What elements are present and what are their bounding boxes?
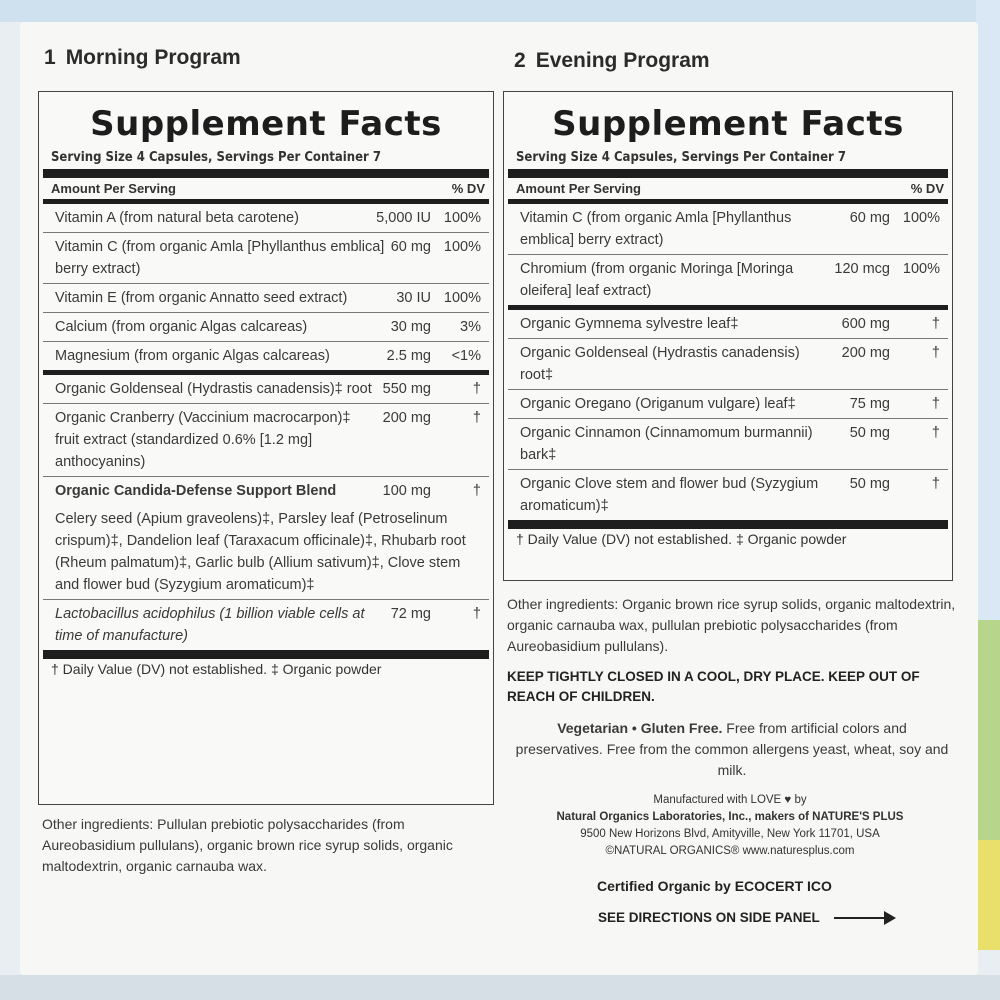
nutrient-name: Magnesium (from organic Algas calcareas) — [55, 348, 330, 364]
nutrient-row — [508, 310, 948, 339]
amount-header-row — [39, 178, 493, 199]
nutrient-dv: 100% — [443, 239, 481, 255]
nutrient-row — [43, 313, 489, 342]
blend-name: Organic Candida-Defense Support Blend — [55, 483, 337, 499]
nutrient-name: Organic Goldenseal (Hydrastis canadensis)‡ root — [55, 381, 372, 397]
nutrient-dv: <1% — [451, 348, 481, 364]
evening-other-ingredients: Other ingredients: Organic brown rice syrup solids, organic maltodextrin, organic carnauba wax, pullulan prebiotic polysaccharides (from Aureobasidium pullulans). — [507, 596, 956, 654]
manufacturer-name: Natural Organics Laboratories, Inc., makers of NATURE'S PLUS — [556, 811, 904, 823]
nutrient-row — [508, 204, 948, 255]
footnote: † Daily Value (DV) not established. ‡ Organic powder — [516, 531, 847, 547]
nutrient-dv: 100% — [902, 261, 940, 277]
amount-header-row — [504, 178, 952, 199]
nutrient-dv: † — [472, 381, 481, 397]
program-number: 1 — [44, 46, 56, 69]
nutrient-amount: 30 mg — [390, 319, 431, 335]
nutrient-name: Lactobacillus acidophilus (1 billion viable cells at time of manufacture) — [55, 606, 365, 644]
nutrient-dv: † — [472, 606, 481, 622]
nutrient-dv: † — [472, 483, 481, 499]
package-side-blue — [976, 0, 1000, 620]
divider-thick — [508, 169, 948, 178]
morning-other-ingredients: Other ingredients: Pullulan prebiotic polysaccharides (from Aureobasidium pullulans), organic brown rice syrup solids, organic maltodextrin, organic carnauba wax. — [42, 816, 453, 874]
manufacturer-website: ©NATURAL ORGANICS® www.naturesplus.com — [605, 845, 855, 857]
nutrient-row — [43, 233, 489, 284]
directions-note — [598, 908, 958, 928]
nutrient-name: Vitamin C (from organic Amla [Phyllanthus emblica] berry extract) — [55, 239, 385, 277]
nutrient-name: Vitamin E (from organic Annatto seed extract) — [55, 290, 348, 306]
dv-header-label: % DV — [910, 181, 944, 196]
nutrient-name: Chromium (from organic Moringa [Moringa oleifera] leaf extract) — [520, 261, 794, 299]
manufacturer-address: 9500 New Horizons Blvd, Amityville, New York 11701, USA — [580, 828, 880, 840]
nutrient-dv: 100% — [443, 210, 481, 226]
nutrient-amount: 200 mg — [841, 345, 890, 361]
dv-header-label: % DV — [451, 181, 485, 196]
nutrient-row — [43, 404, 489, 477]
nutrient-amount: 60 mg — [849, 210, 890, 226]
storage-warning: KEEP TIGHTLY CLOSED IN A COOL, DRY PLACE. KEEP OUT OF REACH OF CHILDREN. — [507, 669, 920, 704]
nutrient-row — [43, 600, 489, 650]
manufacturer-block — [505, 792, 955, 860]
nutrient-name: Organic Oregano (Origanum vulgare) leaf‡ — [520, 396, 796, 412]
serving-size: Serving Size 4 Capsules, Servings Per Container 7 — [51, 150, 382, 165]
nutrient-dv: † — [472, 410, 481, 426]
nutrient-amount: 72 mg — [390, 606, 431, 622]
morning-supplement-facts — [38, 91, 494, 805]
nutrient-amount: 50 mg — [849, 476, 890, 492]
nutrient-dv: † — [931, 425, 940, 441]
package-bottom-edge — [0, 975, 1000, 1000]
footnote: † Daily Value (DV) not established. ‡ Organic powder — [51, 661, 382, 677]
facts-title: Supplement Facts — [90, 104, 442, 144]
nutrient-amount: 60 mg — [390, 239, 431, 255]
nutrient-amount: 100 mg — [382, 483, 431, 499]
allergen-statement: Free from artificial colors and preservatives. Free from the common allergens yeast, wheat, soy and milk. — [515, 720, 949, 778]
nutrient-dv: † — [931, 316, 940, 332]
manufactured-with-love: Manufactured with LOVE ♥ by — [653, 794, 807, 806]
morning-program-heading — [44, 46, 241, 70]
nutrient-row — [508, 419, 948, 470]
package-side-green — [976, 620, 1000, 840]
nutrient-dv: 100% — [902, 210, 940, 226]
nutrient-row — [508, 390, 948, 419]
nutrient-row — [43, 284, 489, 313]
nutrient-dv: † — [931, 345, 940, 361]
program-title: Evening Program — [535, 49, 710, 72]
divider-thick — [43, 650, 489, 659]
nutrient-row — [508, 255, 948, 305]
nutrient-name: Organic Goldenseal (Hydrastis canadensis) root‡ — [520, 345, 800, 383]
amount-per-serving-label: Amount Per Serving — [51, 181, 176, 196]
nutrient-row — [43, 375, 489, 404]
nutrient-name: Organic Cranberry (Vaccinium macrocarpon)‡ fruit extract (standardized 0.6% [1.2 mg] anthocyanins) — [55, 410, 351, 470]
vegetarian-gluten-free: Vegetarian • Gluten Free. — [557, 720, 723, 736]
evening-program-heading — [514, 49, 710, 73]
amount-per-serving-label: Amount Per Serving — [516, 181, 641, 196]
nutrient-amount: 75 mg — [849, 396, 890, 412]
program-number: 2 — [514, 49, 526, 72]
certified-organic: Certified Organic by ECOCERT ICO — [597, 878, 832, 894]
nutrient-dv: † — [931, 396, 940, 412]
directions-text: SEE DIRECTIONS ON SIDE PANEL — [598, 910, 820, 925]
divider-thick — [43, 169, 489, 178]
nutrient-dv: 100% — [443, 290, 481, 306]
divider-thick — [508, 520, 948, 529]
nutrient-name: Calcium (from organic Algas calcareas) — [55, 319, 308, 335]
nutrient-amount: 30 IU — [396, 290, 431, 306]
nutrient-name: Organic Clove stem and flower bud (Syzygium aromaticum)‡ — [520, 476, 819, 514]
nutrient-amount: 5,000 IU — [376, 210, 431, 226]
nutrient-amount: 120 mcg — [834, 261, 890, 277]
nutrient-name: Organic Cinnamon (Cinnamomum burmannii) bark‡ — [520, 425, 813, 463]
program-title: Morning Program — [65, 46, 241, 69]
nutrient-amount: 550 mg — [382, 381, 431, 397]
facts-title: Supplement Facts — [552, 104, 904, 144]
nutrient-row — [43, 342, 489, 370]
blend-ingredients-row — [43, 505, 489, 600]
nutrient-name: Organic Gymnema sylvestre leaf‡ — [520, 316, 739, 332]
package-top-edge — [0, 0, 1000, 22]
package-side-yellow — [976, 840, 1000, 950]
dietary-statement — [512, 718, 952, 781]
nutrient-amount: 50 mg — [849, 425, 890, 441]
evening-supplement-facts — [503, 91, 953, 581]
nutrient-row — [508, 470, 948, 520]
nutrient-amount: 200 mg — [382, 410, 431, 426]
nutrient-name: Vitamin C (from organic Amla [Phyllanthus emblica] berry extract) — [520, 210, 792, 248]
nutrient-row — [508, 339, 948, 390]
serving-size: Serving Size 4 Capsules, Servings Per Container 7 — [516, 150, 847, 165]
nutrient-amount: 600 mg — [841, 316, 890, 332]
nutrient-name: Vitamin A (from natural beta carotene) — [55, 210, 299, 226]
nutrient-amount: 2.5 mg — [386, 348, 431, 364]
arrow-right-icon — [834, 917, 894, 919]
blend-ingredients: Celery seed (Apium graveolens)‡, Parsley leaf (Petroselinum crispum)‡, Dandelion leaf (Taraxacum officinale)‡, Rhubarb root (Rheum palmatum)‡, Garlic bulb (Allium sativum)‡, Clove stem and flower bud (Syzygium aromaticum)‡ — [55, 511, 466, 593]
nutrient-dv: † — [931, 476, 940, 492]
blend-row — [43, 477, 489, 505]
nutrient-dv: 3% — [460, 319, 481, 335]
nutrient-row — [43, 204, 489, 233]
